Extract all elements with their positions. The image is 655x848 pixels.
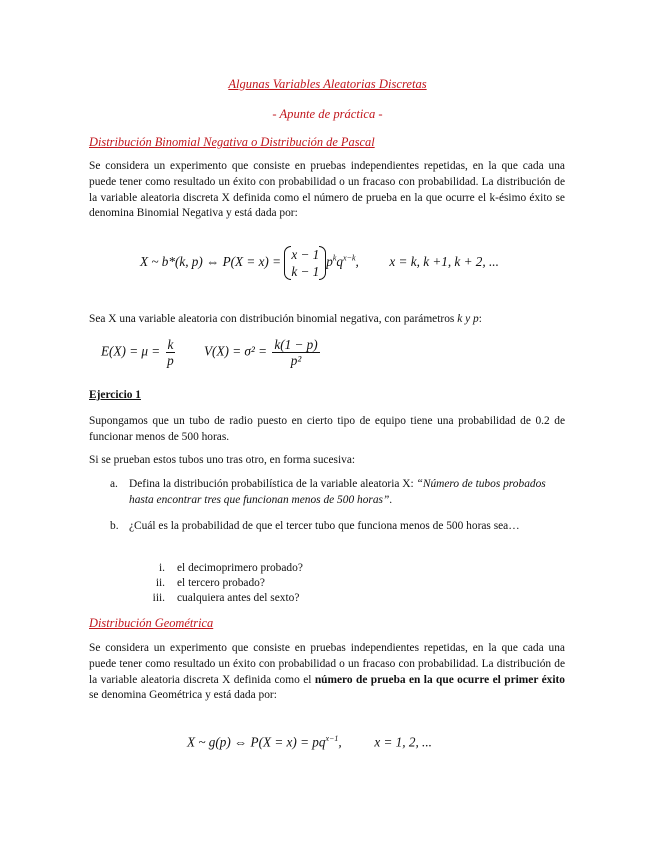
subitem-i xyxy=(137,561,303,577)
geo-formula-lhs: X ~ g(p) ⇔ P(X = x) = pq xyxy=(187,734,326,750)
binom-top: x − 1 xyxy=(291,247,320,262)
item-a-end: . xyxy=(389,493,393,506)
item-text xyxy=(129,477,569,509)
params-line: Sea X una variable aleatoria con distribución binomial negativa, con parámetros k y p: xyxy=(89,313,482,325)
subitem-label: i. xyxy=(158,562,165,574)
subitem-label: iii. xyxy=(152,592,165,604)
item-a-text: Defina la distribución probabilística de la variable aleatoria X: xyxy=(129,478,417,490)
variance-fraction xyxy=(272,337,319,368)
variance-numerator: k(1 − p) xyxy=(274,337,318,352)
binom-bottom: k − 1 xyxy=(291,264,320,279)
page-subtitle: - Apunte de práctica - xyxy=(272,107,383,121)
formula-exp-k: k xyxy=(332,253,337,263)
formula-lhs: X ~ b*(k, p) ⇔ P(X = x) = xyxy=(140,254,282,270)
geo-formula-exp: x−1 xyxy=(325,734,339,743)
subitem-text: el decimoprimero probado? xyxy=(177,562,303,574)
mean-denominator: p xyxy=(167,353,174,368)
geometrica-paragraph xyxy=(89,641,565,704)
binomial-negativa-formula: X ~ b*(k, p) ⇔ P(X = x) = x − 1 k − 1 $p^kq^{x-k}$, x = k, k +1, k + 2, ... xyxy=(140,247,499,279)
mean-numerator: k xyxy=(167,337,174,352)
exercise-text-1: Supongamos que un tubo de radio puesto en cierto tipo de equipo tiene una probabilidad de 0.2 de funcionar menos de 500 horas. xyxy=(89,415,565,443)
mean-fraction xyxy=(166,337,176,368)
variance-lhs: V(X) = σ² = xyxy=(204,343,268,359)
subitem-label: ii. xyxy=(155,577,165,589)
section-heading-geometrica: Distribución Geométrica xyxy=(89,616,214,630)
variance-denominator: p² xyxy=(290,353,302,368)
params-vars: k y p xyxy=(457,313,479,325)
formula-q: q xyxy=(336,254,344,270)
mean-formula xyxy=(101,337,177,368)
formula-p: p xyxy=(326,254,333,270)
item-label: a. xyxy=(110,478,118,490)
subitem-text: cualquiera antes del sexto? xyxy=(177,592,300,604)
subitem-text: el tercero probado? xyxy=(177,577,265,589)
binomial-negativa-paragraph: Se considera un experimento que consiste en pruebas independientes repetidas, en la que cada una puede tener como resultado un éxito con probabilidad o un fracaso con probabilidad. La distribución de la variable aleatoria discreta X definida como el número de prueba en la que ocurre el k-ésimo éxito se denomina Binomial Negativa y está dada por: xyxy=(89,160,565,220)
subitem-ii xyxy=(137,576,265,592)
geometrica-para-bold: número de prueba en la que ocurre el primer éxito xyxy=(314,673,566,686)
geometrica-para-b: se denomina Geométrica y está dada por: xyxy=(89,689,277,702)
item-label: b. xyxy=(110,520,119,532)
exercise-text-2: Si se prueban estos tubos uno tras otro, en forma sucesiva: xyxy=(89,454,356,466)
formula-range: x = k, k +1, k + 2, ... xyxy=(389,254,499,270)
exercise-title: Ejercicio 1 xyxy=(89,389,141,401)
binomial-coefficient xyxy=(284,246,326,280)
geo-formula-range: x = 1, 2, ... xyxy=(374,734,432,750)
subitem-iii xyxy=(137,591,299,607)
geometrica-para-a: Se considera un experimento que consiste en pruebas independientes repetidas, en la que cada una puede tener como resultado un éxito con probabilidad o un fracaso con probabilidad. La distribución de la variable aleatoria discreta X definida como el xyxy=(89,642,565,686)
page-title: Algunas Variables Aleatorias Discretas xyxy=(228,77,427,91)
formula-exp-xk: x−k xyxy=(343,253,356,263)
mean-lhs: E(X) = μ = xyxy=(101,343,161,359)
section-heading-binomial-negativa: Distribución Binomial Negativa o Distribución de Pascal xyxy=(89,135,375,149)
geometrica-formula: X ~ g(p) ⇔ $P(X = x) = pq^{x-1}$, x = 1, 2, ... xyxy=(187,734,432,750)
item-b-text: ¿Cuál es la probabilidad de que el tercer tubo que funciona menos de 500 horas sea… xyxy=(129,520,520,532)
item-a-quote: “Número de tubos probados hasta encontrar tres que funcionan menos de 500 horas” xyxy=(129,478,546,506)
variance-formula xyxy=(204,337,322,368)
params-text: Sea X una variable aleatoria con distribución binomial negativa, con parámetros xyxy=(89,313,455,325)
